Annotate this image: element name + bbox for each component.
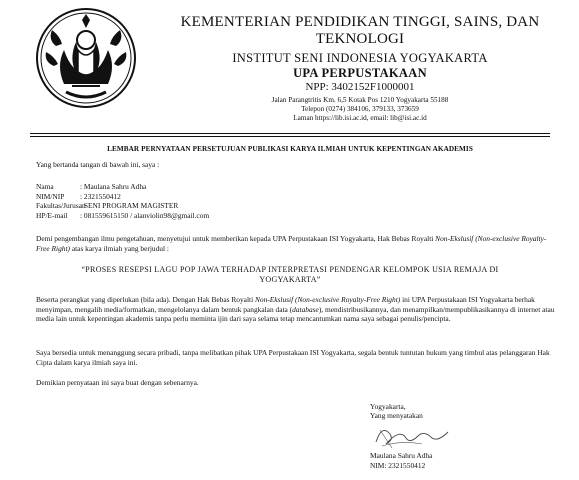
institute-name: INSTITUT SENI INDONESIA YOGYAKARTA	[232, 51, 488, 65]
field-row-faculty	[36, 201, 178, 210]
web-email-line: Laman https://lib.isi.ac.id, email: lib@isi.ac.id	[293, 114, 427, 122]
para2-italic-1: Non-Ekslusif (Non-exclusive Royalty-Free Right)	[254, 295, 401, 304]
paragraph-rights	[36, 295, 556, 324]
work-title	[60, 265, 520, 285]
field-row-name	[36, 182, 146, 191]
field-value: : Maulana Sahru Adha	[80, 182, 147, 191]
signature-statement: Yang menyatakan	[370, 411, 423, 420]
field-value: : 2321550412	[80, 191, 121, 201]
field-row-nim	[36, 192, 121, 201]
address-line: Jalan Parangtritis Km. 6,5 Kotak Pos 1210 Yogyakarta 55188	[271, 96, 449, 104]
field-value: : 081559615150 / alanviolin98@gmail.com	[80, 210, 210, 220]
para2-italic-2: database	[292, 304, 319, 314]
para2-text-c: ), mendistribusikannya, dan menampilkan/mempublikasikannya di internet atau media lain untuk kepentingan akademis tanpa perlu meminta ijin dari saya selama tetap mencantumkan nama saya sebagai penulis/pencipta.	[36, 304, 555, 324]
field-label: HP/E-mail	[36, 210, 68, 220]
field-label: Nama	[36, 182, 54, 191]
para1-text-a: Demi pengembangan ilmu pengetahuan, menyetujui untuk memberikan kepada UPA Perpustakaan ISI Yogyakarta, Hak Bebas Royalti	[36, 234, 436, 243]
emblem-icon	[34, 6, 138, 110]
signature-name: Maulana Sahru Adha	[370, 451, 433, 460]
header-rule-thin	[30, 136, 550, 137]
header-rule-thick	[30, 133, 550, 134]
field-value: : SENI PROGRAM MAGISTER	[80, 201, 179, 210]
phone-line: Telepon (0274) 384106, 379133, 373659	[301, 105, 419, 113]
paragraph-liability: Saya bersedia untuk menanggung secara pribadi, tanpa melibatkan pihak UPA Perpustakaan ISI Yogyakarta, segala bentuk tuntutan hukum yang timbul atas pelanggaran Hak Cipta dalam karya ilmiah saya ini.	[36, 348, 550, 367]
intro-text: Yang bertanda tangan di bawah ini, saya :	[36, 160, 160, 169]
npp-number: NPP: 3402152F1000001	[305, 81, 415, 93]
work-title-line-2: YOGYAKARTA”	[259, 275, 321, 285]
signature-place: Yogyakarta,	[370, 402, 406, 411]
paragraph-consent	[36, 234, 556, 253]
field-label: Fakultas/Jurusan	[36, 201, 86, 210]
handwritten-signature	[372, 418, 452, 452]
paragraph-closing: Demikian pernyataan ini saya buat dengan sebenarnya.	[36, 378, 199, 387]
signature-nim: NIM: 2321550412	[370, 461, 426, 470]
para1-text-b: atas karya ilmiah yang berjudul :	[70, 243, 169, 253]
work-title-line-1: “PROSES RESEPSI LAGU POP JAWA TERHADAP INTERPRETASI PENDENGAR KELOMPOK USIA REMAJA DI	[81, 265, 499, 274]
ministry-name: KEMENTERIAN PENDIDIKAN TINGGI, SAINS, DAN TEKNOLOGI	[180, 14, 540, 47]
field-row-contact	[36, 211, 209, 220]
institution-logo	[34, 6, 138, 110]
para1-italic: Non-Ekslusif (Non-exclusive Royalty-Free Right)	[36, 234, 547, 253]
para2-text-a: Beserta perangkat yang diperlukan (bila ada). Dengan Hak Bebas Royalti	[36, 295, 255, 304]
field-label: NIM/NIP	[36, 191, 65, 201]
document-title: LEMBAR PERNYATAAN PERSETUJUAN PUBLIKASI KARYA ILMIAH UNTUK KEPENTINGAN AKADEMIS	[107, 145, 473, 153]
unit-name: UPA PERPUSTAKAAN	[293, 66, 427, 80]
para2-text-b: ini UPA Perpustakaan ISI Yogyakarta berhak menyimpan, mengalih media/formatkan, mengelolanya dalam bentuk pangkalan data (	[36, 295, 535, 314]
